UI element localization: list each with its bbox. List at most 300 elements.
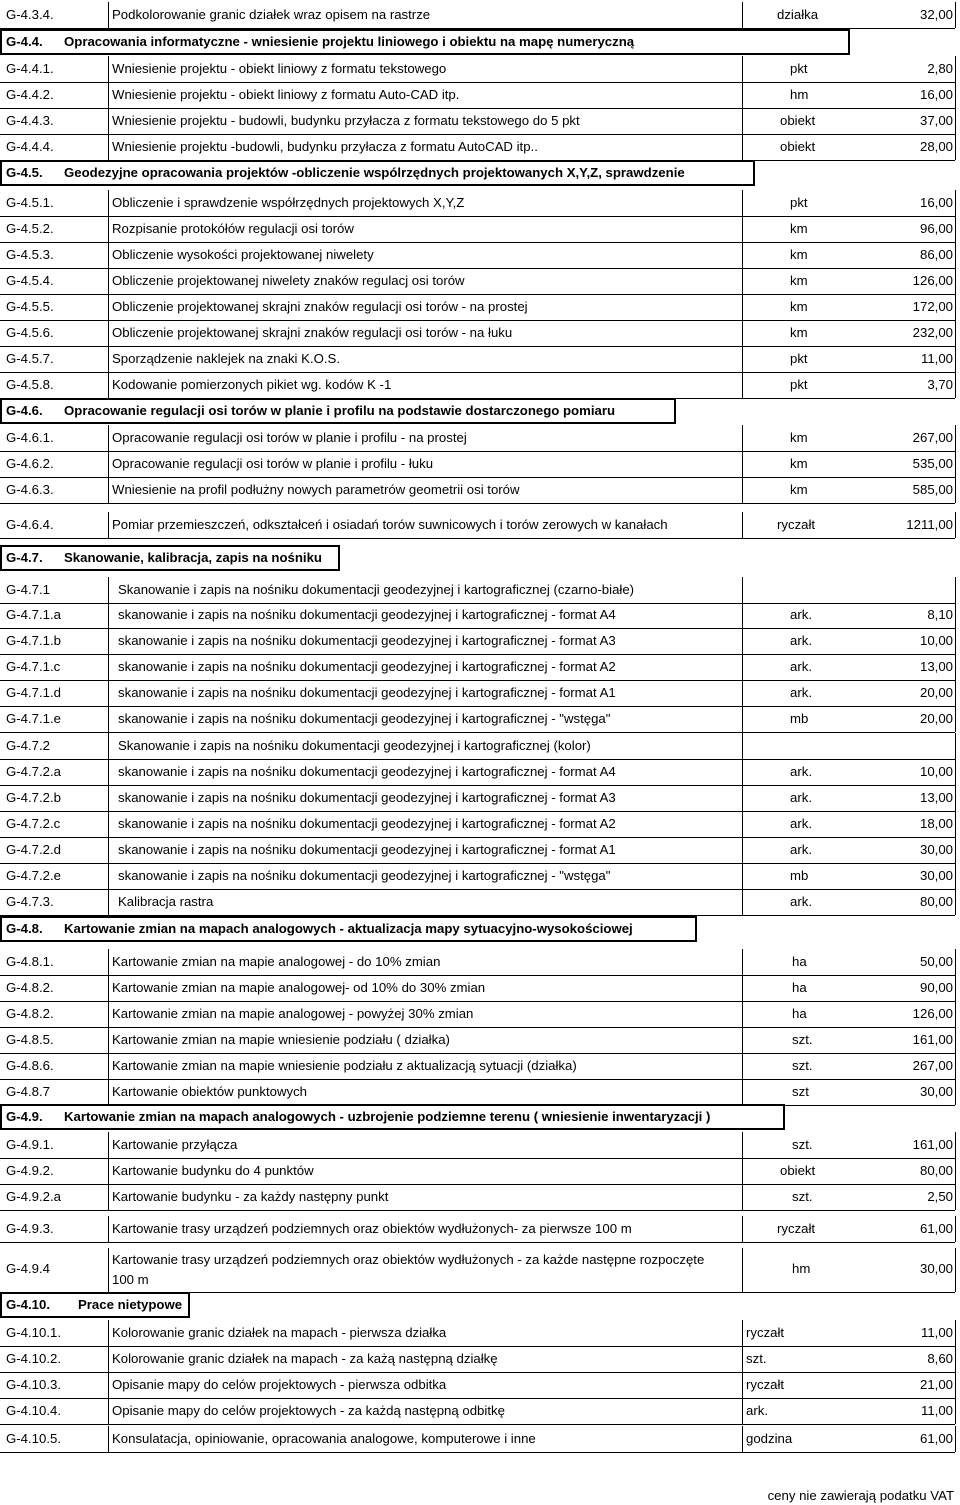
table-row [2,893,957,911]
item-price: 18,00 [919,816,953,831]
item-description: Rozpisanie protokółów regulacji osi torów [112,221,354,236]
row-divider [0,837,955,838]
cell-separator [108,320,109,346]
cell-separator [108,975,109,1001]
cell-separator [742,294,743,320]
cell-separator [742,577,743,603]
table-row [2,272,957,290]
item-unit: obiekt [780,1163,816,1178]
cell-separator [742,268,743,294]
item-code: G-4.7.1.b [6,633,61,648]
item-unit: hm [790,87,809,102]
item-description: Kartowanie zmian na mapie analogowej - do 10% zmian [112,954,441,969]
row-divider [0,82,955,83]
item-description: skanowanie i zapis na nośniku dokumentacji geodezyjnej i kartograficznej - format A1 [118,685,616,700]
cell-separator [742,108,743,134]
row-divider [0,706,955,707]
cell-separator [955,56,956,82]
item-unit: km [790,273,808,288]
cell-separator [108,242,109,268]
item-code: G-4.8.1. [6,954,54,969]
item-description: Kartowanie budynku do 4 punktów [112,1163,314,1178]
section-box [0,160,755,186]
item-price: 50,00 [919,954,953,969]
cell-separator [742,2,743,28]
cell-separator [108,2,109,28]
cell-separator [108,1027,109,1053]
table-row [2,455,957,473]
item-unit: km [790,299,808,314]
cell-separator [955,1248,956,1292]
item-code: G-4.6.1. [6,430,54,445]
item-code: G-4.10.2. [6,1351,61,1366]
item-unit: ryczałt [746,1377,785,1392]
item-description: Wniesienie na profil podłużny nowych parametrów geometrii osi torów [112,482,520,497]
cell-separator [108,294,109,320]
item-price: 8,10 [927,607,953,622]
item-unit: pkt [790,195,808,210]
table-row [2,429,957,447]
item-description: Skanowanie i zapis na nośniku dokumentacji geodezyjnej i kartograficznej (czarno-białe) [118,582,635,597]
table-row [2,516,957,534]
item-unit: pkt [790,377,808,392]
cell-separator [108,706,109,732]
item-price: 30,00 [919,842,953,857]
cell-separator [108,1053,109,1079]
table-row [2,112,957,130]
item-description: Obliczenie i sprawdzenie współrzędnych projektowych X,Y,Z [112,195,465,210]
item-code: G-4.7.2.b [6,790,61,805]
cell-separator [108,56,109,82]
cell-separator [955,1053,956,1079]
table-row [2,1162,957,1180]
item-price: 585,00 [912,482,953,497]
cell-separator [955,512,956,538]
cell-separator [955,602,956,628]
cell-separator [955,1320,956,1346]
item-price: 13,00 [919,659,953,674]
cell-separator [742,1184,743,1210]
cell-separator [742,1027,743,1053]
section-box [0,398,676,424]
item-unit: szt [792,1084,809,1099]
cell-separator [108,1001,109,1027]
cell-separator [955,1372,956,1398]
cell-separator [108,628,109,654]
item-code: G-4.8.7 [6,1084,50,1099]
cell-separator [742,863,743,889]
item-code: G-4.6. [6,403,43,418]
item-description: Obliczenie wysokości projektowanej niwelety [112,247,374,262]
item-price: 11,00 [920,351,953,366]
row-divider [0,785,955,786]
cell-separator [742,216,743,242]
cell-separator [108,889,109,915]
item-code: G-4.5.6. [6,325,54,340]
section-header-row [2,33,957,51]
item-description: Kolorowanie granic działek na mapach - za każą następną działkę [112,1351,498,1366]
row-divider [0,1027,955,1028]
table-row [2,606,957,624]
item-code: G-4.5. [6,165,43,180]
cell-separator [108,837,109,863]
cell-separator [955,889,956,915]
row-divider [0,1210,955,1211]
row-divider [0,216,955,217]
item-price: 20,00 [919,711,953,726]
cell-separator [742,512,743,538]
item-price: 96,00 [919,221,953,236]
table-row [2,763,957,781]
row-divider [0,759,955,760]
item-price: 11,00 [920,1325,953,1340]
item-code: G-4.7.1 [6,582,50,597]
row-divider [0,372,955,373]
cell-separator [742,837,743,863]
cell-separator [955,477,956,503]
item-price: 11,00 [920,1403,953,1418]
cell-separator [108,346,109,372]
table-row [2,841,957,859]
row-divider [0,863,955,864]
table-row [2,246,957,264]
item-code: G-4.8.6. [6,1058,54,1073]
cell-separator [955,1158,956,1184]
item-description: Konsulatacja, opiniowanie, opracowania analogowe, komputerowe i inne [112,1431,536,1446]
item-unit: ryczałt [777,517,816,532]
table-row [2,1083,957,1101]
item-description: Wniesienie projektu -budowli, budynku przyłacza z formatu AutoCAD itp.. [112,139,538,154]
item-code: G-4.10.1. [6,1325,61,1340]
row-divider [0,1424,955,1425]
item-description: Obliczenie projektowanej skrajni znaków regulacji osi torów - na prostej [112,299,528,314]
item-code: G-4.7.3. [6,894,54,909]
item-code: G-4.9. [6,1109,43,1124]
cell-separator [108,1426,109,1452]
item-code: G-4.3.4. [6,7,54,22]
section-title: Kartowanie zmian na mapach analogowych - uzbrojenie podziemne terenu ( wniesienie inwentaryzacji ) [64,1109,711,1124]
cell-separator [742,190,743,216]
row-divider [0,294,955,295]
table-row [2,324,957,342]
cell-separator [955,706,956,732]
section-header-row [2,1296,957,1314]
item-price: 232,00 [912,325,953,340]
section-box [0,916,697,942]
item-unit: działka [777,7,819,22]
item-code: G-4.5.3. [6,247,54,262]
item-description: Kartowanie zmian na mapie analogowej- od 10% do 30% zmian [112,980,486,995]
item-unit: obiekt [780,139,816,154]
item-code: G-4.5.7. [6,351,54,366]
cell-separator [108,1248,109,1292]
item-description: Opisanie mapy do celów projektowych - za każdą następną odbitkę [112,1403,505,1418]
item-description: Sporządzenie naklejek na znaki K.O.S. [112,351,340,366]
cell-separator [742,733,743,759]
table-row [2,1402,957,1420]
cell-separator [742,134,743,160]
row-divider [0,477,955,478]
item-description: Podkolorowanie granic działek wraz opisem na rastrze [112,7,431,22]
item-price: 2,50 [927,1189,953,1204]
row-divider [0,1346,955,1347]
item-description: Obliczenie projektowanej niwelety znaków regulacj osi torów [112,273,465,288]
item-unit: ark. [790,790,812,805]
item-description: skanowanie i zapis na nośniku dokumentacji geodezyjnej i kartograficznej - format A3 [118,633,616,648]
item-unit: szt. [792,1058,813,1073]
cell-separator [955,372,956,398]
item-description: Wniesienie projektu - budowli, budynku przyłacza z formatu tekstowego do 5 pkt [112,113,580,128]
item-price: 16,00 [919,195,953,210]
cell-separator [955,733,956,759]
row-divider [0,108,955,109]
section-box [0,1104,785,1130]
cell-separator [742,242,743,268]
section-header-row [2,164,957,182]
cell-separator [108,82,109,108]
cell-separator [955,294,956,320]
table-row [2,1350,957,1368]
cell-separator [955,1426,956,1452]
item-description: Obliczenie projektowanej skrajni znaków regulacji osi torów - na łuku [112,325,513,340]
item-code: G-4.9.2.a [6,1189,61,1204]
item-unit: ark. [790,659,812,674]
item-price: 30,00 [919,868,953,883]
row-divider [0,1372,955,1373]
cell-separator [742,949,743,975]
item-code: G-4.6.2. [6,456,54,471]
item-unit: km [790,325,808,340]
cell-separator [108,477,109,503]
cell-separator [108,1158,109,1184]
item-code: G-4.7.2.a [6,764,61,779]
item-description: Kartowanie obiektów punktowych [112,1084,307,1099]
item-price: 267,00 [912,1058,953,1073]
item-unit: szt. [792,1137,813,1152]
table-row [2,350,957,368]
row-divider [0,242,955,243]
cell-separator [742,1398,743,1424]
item-unit: ark. [790,842,812,857]
item-code: G-4.7. [6,550,43,565]
item-price: 3,70 [927,377,953,392]
row-divider [0,1158,955,1159]
item-price: 267,00 [912,430,953,445]
item-description: Kodowanie pomierzonych pikiet wg. kodów K -1 [112,377,392,392]
cell-separator [742,1426,743,1452]
item-code: G-4.6.4. [6,517,54,532]
cell-separator [955,1027,956,1053]
cell-separator [955,1184,956,1210]
row-divider [0,628,955,629]
item-price: 161,00 [912,1032,953,1047]
cell-separator [108,863,109,889]
section-header-row [2,549,957,567]
item-code: G-4.4. [6,34,43,49]
cell-separator [742,654,743,680]
cell-separator [955,654,956,680]
table-row [2,220,957,238]
row-divider [0,451,955,452]
item-unit: km [790,221,808,236]
cell-separator [108,190,109,216]
item-code: G-4.7.2.d [6,842,61,857]
item-unit: mb [790,711,809,726]
item-description: Pomiar przemieszczeń, odkształceń i osiadań torów suwnicowych i torów zerowych w kanałach [112,517,668,532]
section-title: Opracowanie regulacji osi torów w planie i profilu na podstawie dostarczonego pomiaru [64,403,616,418]
cell-separator [742,602,743,628]
item-code: G-4.8. [6,921,43,936]
cell-separator [742,346,743,372]
item-description: Kartowanie trasy urządzeń podziemnych oraz obiektów wydłużonych- za pierwsze 100 m [112,1221,632,1236]
cell-separator [742,1001,743,1027]
item-price: 86,00 [919,247,953,262]
table-row [2,815,957,833]
cell-separator [955,1398,956,1424]
cell-separator [742,1248,743,1292]
cell-separator [955,811,956,837]
item-unit: ark. [790,894,812,909]
table-row [2,376,957,394]
row-divider [0,1398,955,1399]
table-row [2,6,957,24]
cell-separator [742,811,743,837]
cell-separator [955,108,956,134]
table-row [2,298,957,316]
item-unit: ark. [790,633,812,648]
row-divider [0,1001,955,1002]
item-price: 37,00 [919,113,953,128]
table-row [2,581,957,599]
section-header-row [2,402,957,420]
item-description: skanowanie i zapis na nośniku dokumentacji geodezyjnej i kartograficznej - "wstęga" [118,711,611,726]
item-code: G-4.4.4. [6,139,54,154]
table-row [2,867,957,885]
item-unit: godzina [746,1431,793,1446]
item-price: 61,00 [919,1221,953,1236]
cell-separator [108,1372,109,1398]
table-row [2,1220,957,1238]
row-divider [0,268,955,269]
section-title: Prace nietypowe [78,1297,183,1312]
item-code: G-4.9.1. [6,1137,54,1152]
table-row [2,789,957,807]
cell-separator [955,863,956,889]
item-code: G-4.5.5. [6,299,54,314]
cell-separator [955,680,956,706]
cell-separator [955,1346,956,1372]
item-unit: ha [792,1006,807,1021]
table-row [2,632,957,650]
item-description: skanowanie i zapis na nośniku dokumentacji geodezyjnej i kartograficznej - format A4 [118,607,616,622]
item-description: Wniesienie projektu - obiekt liniowy z formatu Auto-CAD itp. [112,87,460,102]
table-row [2,60,957,78]
item-code: G-4.5.1. [6,195,54,210]
table-row [2,658,957,676]
item-price: 161,00 [912,1137,953,1152]
cell-separator [742,425,743,451]
item-unit: szt. [792,1032,813,1047]
cell-separator [108,216,109,242]
section-box [0,545,340,571]
row-divider [0,346,955,347]
cell-separator [955,949,956,975]
section-box [0,29,850,55]
cell-separator [955,346,956,372]
item-unit: szt. [792,1189,813,1204]
table-row [2,1252,957,1288]
cell-separator [955,1079,956,1105]
row-divider [0,134,955,135]
section-header-row [2,1108,957,1126]
item-description: skanowanie i zapis na nośniku dokumentacji geodezyjnej i kartograficznej - format A2 [118,659,616,674]
cell-separator [108,1346,109,1372]
cell-separator [742,1216,743,1242]
item-price: 90,00 [919,980,953,995]
row-divider [0,1452,955,1453]
item-code: G-4.5.8. [6,377,54,392]
cell-separator [108,680,109,706]
vat-note: ceny nie zawierają podatku VAT [767,1488,954,1503]
item-price: 126,00 [912,273,953,288]
item-price: 80,00 [919,894,953,909]
item-code: G-4.10.3. [6,1377,61,1392]
cell-separator [955,425,956,451]
item-code: G-4.10.4. [6,1403,61,1418]
cell-separator [108,759,109,785]
section-title: Opracowania informatyczne - wniesienie projektu liniowego i obiektu na mapę numeryczną [64,34,635,49]
item-description: Kartowanie zmian na mapie wniesienie podziału ( działka) [112,1032,450,1047]
item-description: Opisanie mapy do celów projektowych - pierwsza odbitka [112,1377,447,1392]
cell-separator [742,1158,743,1184]
cell-separator [955,837,956,863]
item-code: G-4.4.3. [6,113,54,128]
table-row [2,1031,957,1049]
item-unit: hm [792,1261,811,1276]
cell-separator [742,1132,743,1158]
cell-separator [108,1398,109,1424]
item-description: skanowanie i zapis na nośniku dokumentacji geodezyjnej i kartograficznej - "wstęga" [118,868,611,883]
item-unit: ryczałt [746,1325,785,1340]
table-row [2,684,957,702]
item-code: G-4.7.1.c [6,659,61,674]
item-price: 32,00 [919,7,953,22]
item-code: G-4.9.2. [6,1163,54,1178]
item-code: G-4.6.3. [6,482,54,497]
cell-separator [955,190,956,216]
item-unit: ark. [790,607,812,622]
cell-separator [955,2,956,28]
item-price: 30,00 [919,1084,953,1099]
item-unit: obiekt [780,113,816,128]
item-unit: pkt [790,61,808,76]
cell-separator [955,320,956,346]
item-code: G-4.9.4 [6,1261,50,1276]
item-description: Kartowanie trasy urządzeń podziemnych oraz obiektów wydłużonych - za każde następne rozpoczęte 100 m [112,1252,705,1287]
cell-separator [742,975,743,1001]
item-code: G-4.10. [6,1297,50,1312]
item-unit: ha [792,954,807,969]
item-unit: km [790,482,808,497]
item-price: 28,00 [919,139,953,154]
cell-separator [108,108,109,134]
item-code: G-4.5.4. [6,273,54,288]
cell-separator [742,889,743,915]
table-row [2,1136,957,1154]
item-code: G-4.7.2 [6,738,50,753]
item-unit: ha [792,980,807,995]
row-divider [0,889,955,890]
